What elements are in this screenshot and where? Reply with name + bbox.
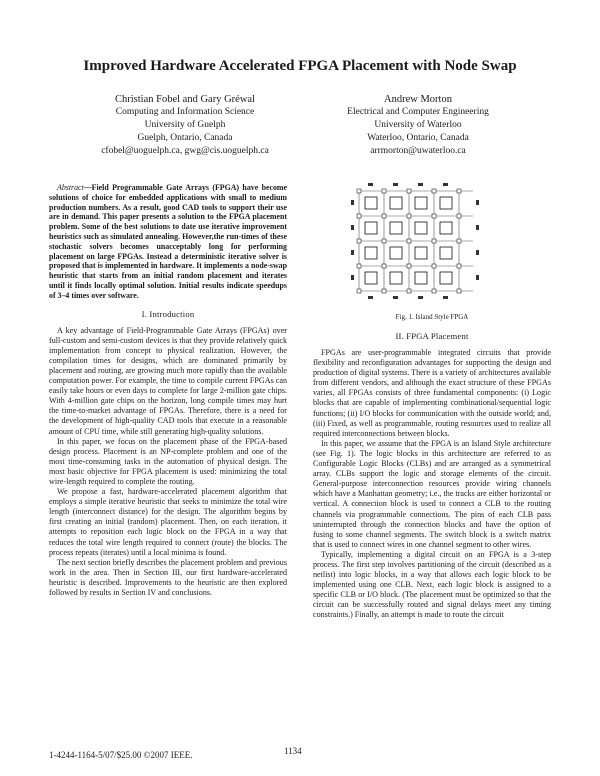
author-location: Guelph, Ontario, Canada	[137, 133, 233, 143]
clb-block	[415, 222, 427, 234]
author-department: Computing and Information Science	[115, 107, 255, 117]
io-pad	[351, 200, 354, 205]
clb-block	[365, 222, 377, 234]
io-pad	[368, 296, 373, 299]
io-pad	[351, 275, 354, 280]
switch-block	[407, 239, 411, 243]
placement-paragraph-2: In this paper, we assume that the FPGA is an Island Style architecture (see Fig. 1). The logic blocks in this architecture are referred to as Configurable Logic Blocks (CLBs) and are arranged as a symmetrical array. CLBs support the logic and storage elements of the circuit. General-purpose interconnection resources provide wiring channels which have a Manhattan geometry; i.e., the tracks are either horizontal or vertical. A connection block is used to connect a CLB to the routing channels via programmable connections. The pins of each CLB pass uninterrupted through the connection blocks and have the option of fusing to some channel segments. The switch block is a switch matrix that is used to connect wires in one channel segment to other wires.	[313, 438, 551, 549]
switch-block	[357, 214, 361, 218]
switch-block	[382, 289, 386, 293]
author-department: Electrical and Computer Engineering	[347, 107, 489, 117]
clb-block	[440, 197, 452, 209]
io-pad	[351, 225, 354, 230]
io-pad	[443, 183, 448, 186]
author-location: Waterloo, Ontario, Canada	[367, 133, 469, 143]
io-pad	[476, 275, 479, 280]
author-institution: University of Waterloo	[374, 120, 462, 130]
switch-block	[457, 239, 461, 243]
clb-block	[440, 222, 452, 234]
abstract-text: —Field Programmable Gate Arrays (FPGA) have become solutions of choice for embedded applications with small to medium production numbers. As a result, good CAD tools to support their use are in demand. This paper presents a solution to the FPGA placement problem. Some of the best solutions to date use iterative improvement heuristics such as simulated annealing. However,the run-times of these stochastic solvers becomes unacceptably long for performing placement on large FPGAs. Instead a deterministic iterative solver is proposed that is implemented in hardware. It implements a node-swap heuristic that starts from an initial random placement and iterates until it finds locally optimal solution. Initial results indicate speedups of 3–4 times over software.	[49, 183, 287, 300]
io-pad	[393, 183, 398, 186]
author-block-waterloo	[288, 93, 548, 158]
clb-block	[415, 272, 427, 284]
switch-block	[432, 189, 436, 193]
io-pad	[368, 183, 373, 186]
switch-block	[382, 264, 386, 268]
switch-block	[357, 239, 361, 243]
switch-block	[407, 289, 411, 293]
paper-title: Improved Hardware Accelerated FPGA Placement with Node Swap	[83, 58, 517, 74]
switch-block	[382, 214, 386, 218]
io-pad	[476, 200, 479, 205]
io-pad	[443, 296, 448, 299]
switch-block	[382, 239, 386, 243]
author-institution: University of Guelph	[144, 120, 226, 130]
switch-block	[407, 264, 411, 268]
right-column	[313, 183, 551, 621]
clb-block	[440, 247, 452, 259]
switch-block	[457, 264, 461, 268]
abstract-label: Abstract	[57, 183, 84, 192]
clb-block	[390, 197, 402, 209]
switch-block	[432, 289, 436, 293]
io-pad	[418, 183, 423, 186]
switch-block	[382, 189, 386, 193]
clb-block	[440, 272, 452, 284]
author-email: cfobel@uoguelph.ca, gwg@cis.uoguelph.ca	[101, 146, 269, 156]
clb-block	[390, 222, 402, 234]
intro-paragraph-2: In this paper, we focus on the placement phase of the FPGA-based design process. Placement is an NP-complete problem and one of the most time-consuming tasks in the automation of physical design. The most basic objective for FPGA placement is used: minimizing the total wire-length required to complete the routing.	[49, 436, 287, 486]
switch-block	[407, 214, 411, 218]
intro-paragraph-1: A key advantage of Field-Programmable Gate Arrays (FPGAs) over full-custom and semi-custom devices is that they provide relatively quick implementation from concept to physical realization. However, the compilation times for designs, which are dominated primarily by placement and routing, are growing much more rapidly than the available computation power. For example, the time to compile current FPGAs can easily take hours or even days to complete for large 2-million gate chips. With 4-million gate chips on the horizon, long compile times may hurt the time-to-market advantage of FPGAs. Therefore, there is a need for the development of high-quality CAD tools that execute in a reasonable amount of CPU time, while still generating high-quality solutions.	[49, 325, 288, 436]
switch-block	[457, 289, 461, 293]
clb-block	[365, 247, 377, 259]
switch-block	[457, 189, 461, 193]
io-pad	[418, 296, 423, 299]
abstract	[49, 183, 287, 301]
switch-block	[432, 239, 436, 243]
io-pad	[351, 250, 354, 255]
switch-block	[357, 264, 361, 268]
left-column	[49, 183, 287, 598]
clb-block	[365, 197, 377, 209]
clb-block	[390, 272, 402, 284]
section-heading-introduction: I. Introduction	[141, 308, 195, 319]
page-number: 1134	[284, 746, 302, 756]
io-pad	[476, 250, 479, 255]
fpga-grid-diagram	[351, 183, 479, 299]
io-pad	[476, 225, 479, 230]
placement-paragraph-1: FPGAs are user-programmable integrated circuits that provide flexibility and reconfiguration advantages for supporting the design and production of digital systems. There is a variety of architectures available from different vendors, and although the exact structure of these FPGAs varies, all FPGAs consists of three fundamental components: (i) Logic blocks that are capable of implementing combinational/sequential logic functions; (ii) I/O blocks for communication with the outside world; and, (iii) Fixed, as well as programmable, routing resources used to realize all required interconnections between blocks.	[313, 348, 551, 438]
author-names: Christian Fobel and Gary Gréwal	[115, 94, 255, 105]
section-heading-fpga-placement: II. FPGA Placement	[395, 331, 469, 341]
clb-block	[390, 247, 402, 259]
author-email: arrmorton@uwaterloo.ca	[370, 146, 466, 156]
copyright-line: 1-4244-1164-5/07/$25.00 ©2007 IEEE.	[49, 750, 193, 760]
switch-block	[432, 214, 436, 218]
switch-block	[432, 264, 436, 268]
clb-block	[415, 247, 427, 259]
placement-paragraph-3: Typically, implementing a digital circuit on an FPGA is a 3-step process. The first step involves partitioning of the circuit (described as a netlist) into logic blocks, in a way that allows each logic block to be implemented using one CLB. Next, each logic block is assigned to a specific CLB or I/O block. (The placement must be optimized so that the circuit can be successfully routed and signal delays meet any timing constraints.) Finally, an attempt is made to route the circuit	[313, 549, 551, 620]
io-pad	[393, 296, 398, 299]
intro-paragraph-3: We propose a fast, hardware-accelerated placement algorithm that employs a simple iterative heuristic that seeks to minimize the total wire length (interconnect distance) for the design. The algorithm begins by first creating an initial (random) placement. Then, on each iteration, it attempts to reposition each logic block on the FPGA in a way that reduces the total wire length required to connect (route) the blocks. The process repeats (iterates) until a local minima is found.	[49, 487, 287, 557]
author-names: Andrew Morton	[384, 94, 452, 105]
intro-paragraph-4: The next section briefly describes the placement problem and previous work in the area. Then in Section III, our first hardware-accelerated heuristic is described. Improvements to the heuristic are then explored followed by results in Section IV and conclusions.	[49, 557, 287, 597]
switch-block	[357, 289, 361, 293]
switch-block	[407, 189, 411, 193]
author-block-guelph	[55, 93, 315, 158]
switch-block	[357, 189, 361, 193]
figure-island-style-fpga	[313, 183, 551, 311]
clb-block	[365, 272, 377, 284]
figure-caption: Fig. 1. Island Style FPGA	[395, 313, 469, 321]
clb-block	[415, 197, 427, 209]
switch-block	[457, 214, 461, 218]
